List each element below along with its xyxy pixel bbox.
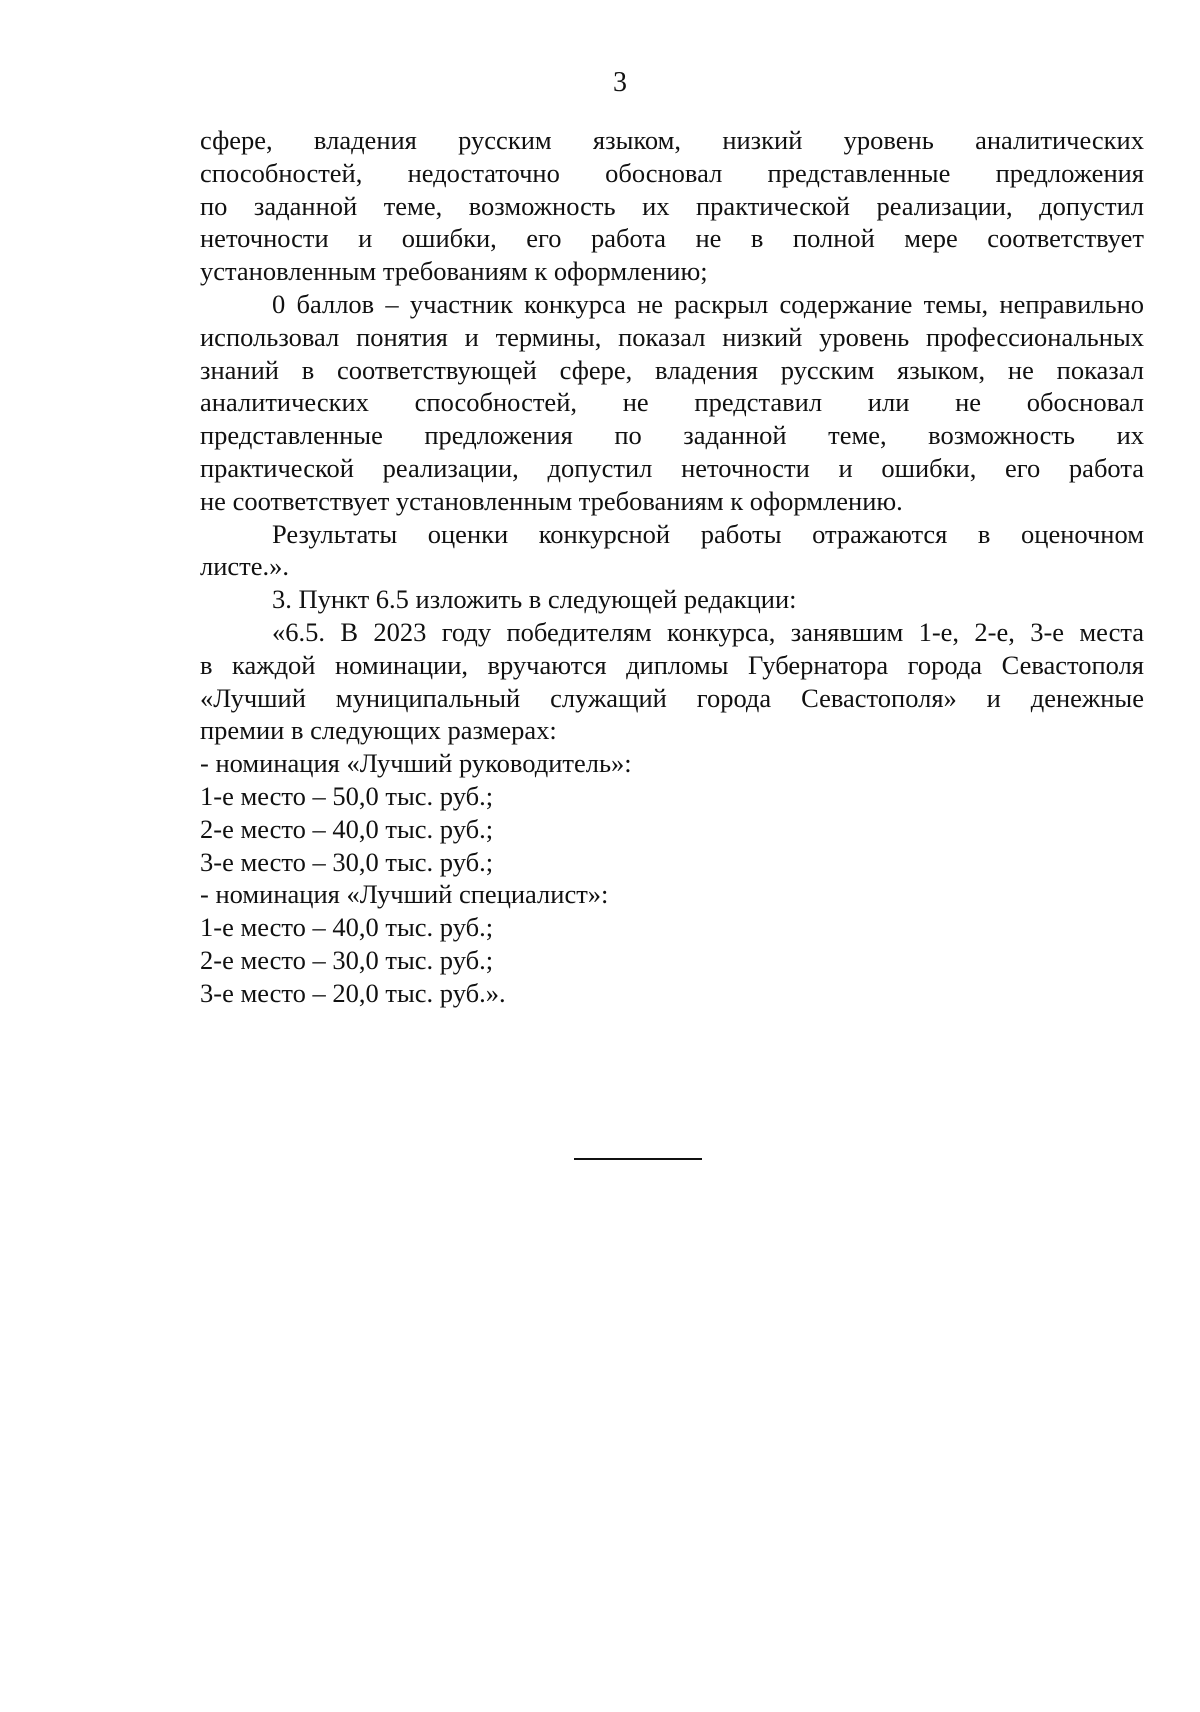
nomination-title: - номинация «Лучший руководитель»: xyxy=(200,748,632,779)
paragraph-zero-points xyxy=(200,288,1144,518)
prize-line: 3-е место – 20,0 тыс. руб.». xyxy=(200,977,506,1008)
paragraph-item-3 xyxy=(200,583,1144,616)
text-line: практической реализации, допустил неточности и ошибки, его работа xyxy=(200,452,1144,483)
text-line: по заданной теме, возможность их практической реализации, допустил xyxy=(200,190,1144,221)
text-line: «Лучший муниципальный служащий города Севастополя» и денежные xyxy=(200,682,1144,713)
prize-line: 1-е место – 50,0 тыс. руб.; xyxy=(200,780,494,811)
text-line: в каждой номинации, вручаются дипломы Губернатора города Севастополя xyxy=(200,649,1144,680)
text-line: аналитических способностей, не представил или не обосновал xyxy=(200,387,1144,418)
text-line: Результаты оценки конкурсной работы отражаются в оценочном xyxy=(272,518,1144,549)
prize-line: 3-е место – 30,0 тыс. руб.; xyxy=(200,846,494,877)
document-body xyxy=(200,124,1144,1010)
prize-line: 2-е место – 40,0 тыс. руб.; xyxy=(200,813,494,844)
text-line: установленным требованиям к оформлению; xyxy=(200,256,708,287)
text-line: премии в следующих размерах: xyxy=(200,715,557,746)
prize-line: 2-е место – 30,0 тыс. руб.; xyxy=(200,944,494,975)
text-line: листе.». xyxy=(200,551,290,582)
page-number: 3 xyxy=(613,67,627,98)
paragraph-criteria-continuation xyxy=(200,124,1144,288)
text-line: «6.5. В 2023 году победителям конкурса, занявшим 1-е, 2-е, 3-е места xyxy=(272,616,1144,647)
prize-line: 1-е место – 40,0 тыс. руб.; xyxy=(200,912,494,943)
text-line: знаний в соответствующей сфере, владения русским языком, не показал xyxy=(200,354,1144,385)
nomination-best-specialist xyxy=(200,878,1144,1009)
text-line: способностей, недостаточно обосновал представленные предложения xyxy=(200,157,1144,188)
nomination-title: - номинация «Лучший специалист»: xyxy=(200,879,609,910)
text-line: сфере, владения русским языком, низкий уровень аналитических xyxy=(200,125,1144,155)
end-of-text-rule xyxy=(574,1158,702,1160)
paragraph-results xyxy=(200,518,1144,584)
text-line: использовал понятия и термины, показал низкий уровень профессиональных xyxy=(200,321,1144,352)
text-line: представленные предложения по заданной теме, возможность их xyxy=(200,420,1144,451)
text-line: 0 баллов – участник конкурса не раскрыл содержание темы, неправильно xyxy=(272,288,1144,319)
text-line: 3. Пункт 6.5 изложить в следующей редакции: xyxy=(272,584,797,615)
nomination-best-manager xyxy=(200,747,1144,878)
text-line: неточности и ошибки, его работа не в полной мере соответствует xyxy=(200,223,1144,254)
paragraph-section-6-5 xyxy=(200,616,1144,747)
text-line: не соответствует установленным требованиям к оформлению. xyxy=(200,485,903,516)
